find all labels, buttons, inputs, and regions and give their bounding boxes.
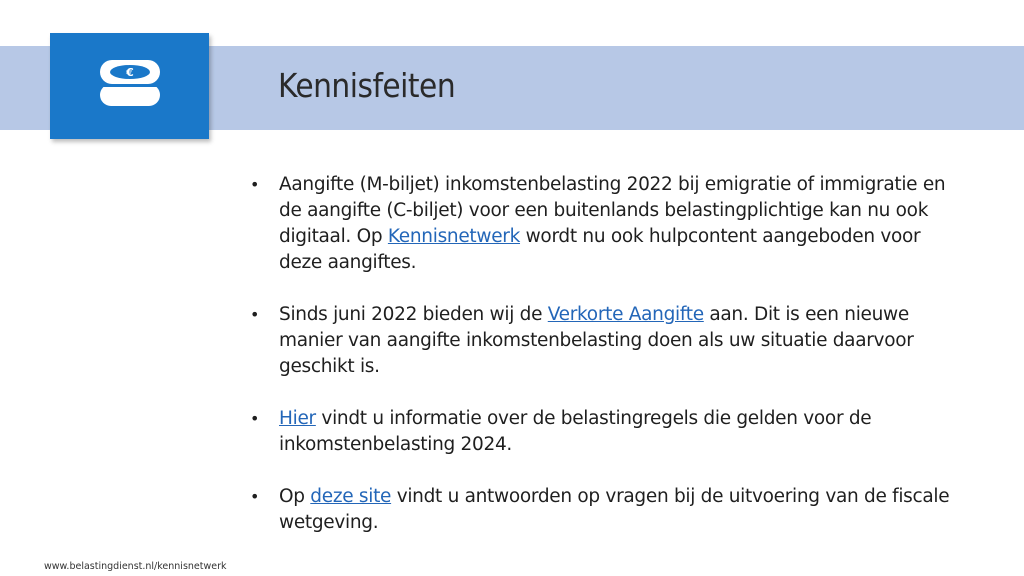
bullet-text: Sinds juni 2022 bieden wij de Verkorte Aangifte aan. Dit is een nieuwe manier van aangifte inkomstenbelasting doen als uw situatie daarvoor geschikt is.	[279, 304, 914, 377]
list-item	[250, 172, 950, 276]
bullet-symbol: •	[250, 409, 260, 428]
coin-stack-icon	[95, 54, 165, 118]
deze-site-link[interactable]: deze site	[310, 486, 392, 507]
logo-tile	[50, 33, 209, 139]
page-title: Kennisfeiten	[278, 66, 456, 105]
bullet-text: Hier vindt u informatie over de belastingregels die gelden voor de inkomstenbelasting 2024.	[279, 408, 872, 455]
svg-text:€: €	[125, 66, 134, 79]
bullet-symbol: •	[250, 305, 260, 324]
bullet-text: Aangifte (M-biljet) inkomstenbelasting 2022 bij emigratie of immigratie en de aangifte (C-biljet) voor een buitenlands belastingplichtige kan nu ook digitaal. Op Kennisnetwerk wordt nu ook hulpcontent aangeboden voor deze aangiftes.	[279, 174, 946, 273]
bullet-list	[250, 172, 950, 562]
footer-url: www.belastingdienst.nl/kennisnetwerk	[44, 561, 227, 572]
bullet-symbol: •	[250, 487, 260, 506]
list-item	[250, 406, 950, 458]
list-item	[250, 302, 950, 380]
list-item	[250, 484, 950, 536]
kennisnetwerk-link[interactable]: Kennisnetwerk	[387, 226, 521, 247]
bullet-symbol: •	[250, 175, 260, 194]
hier-link[interactable]: Hier	[279, 408, 316, 429]
bullet-text: Op deze site vindt u antwoorden op vragen bij de uitvoering van de fiscale wetgeving.	[279, 486, 950, 533]
verkorte-aangifte-link[interactable]: Verkorte Aangifte	[547, 304, 704, 325]
